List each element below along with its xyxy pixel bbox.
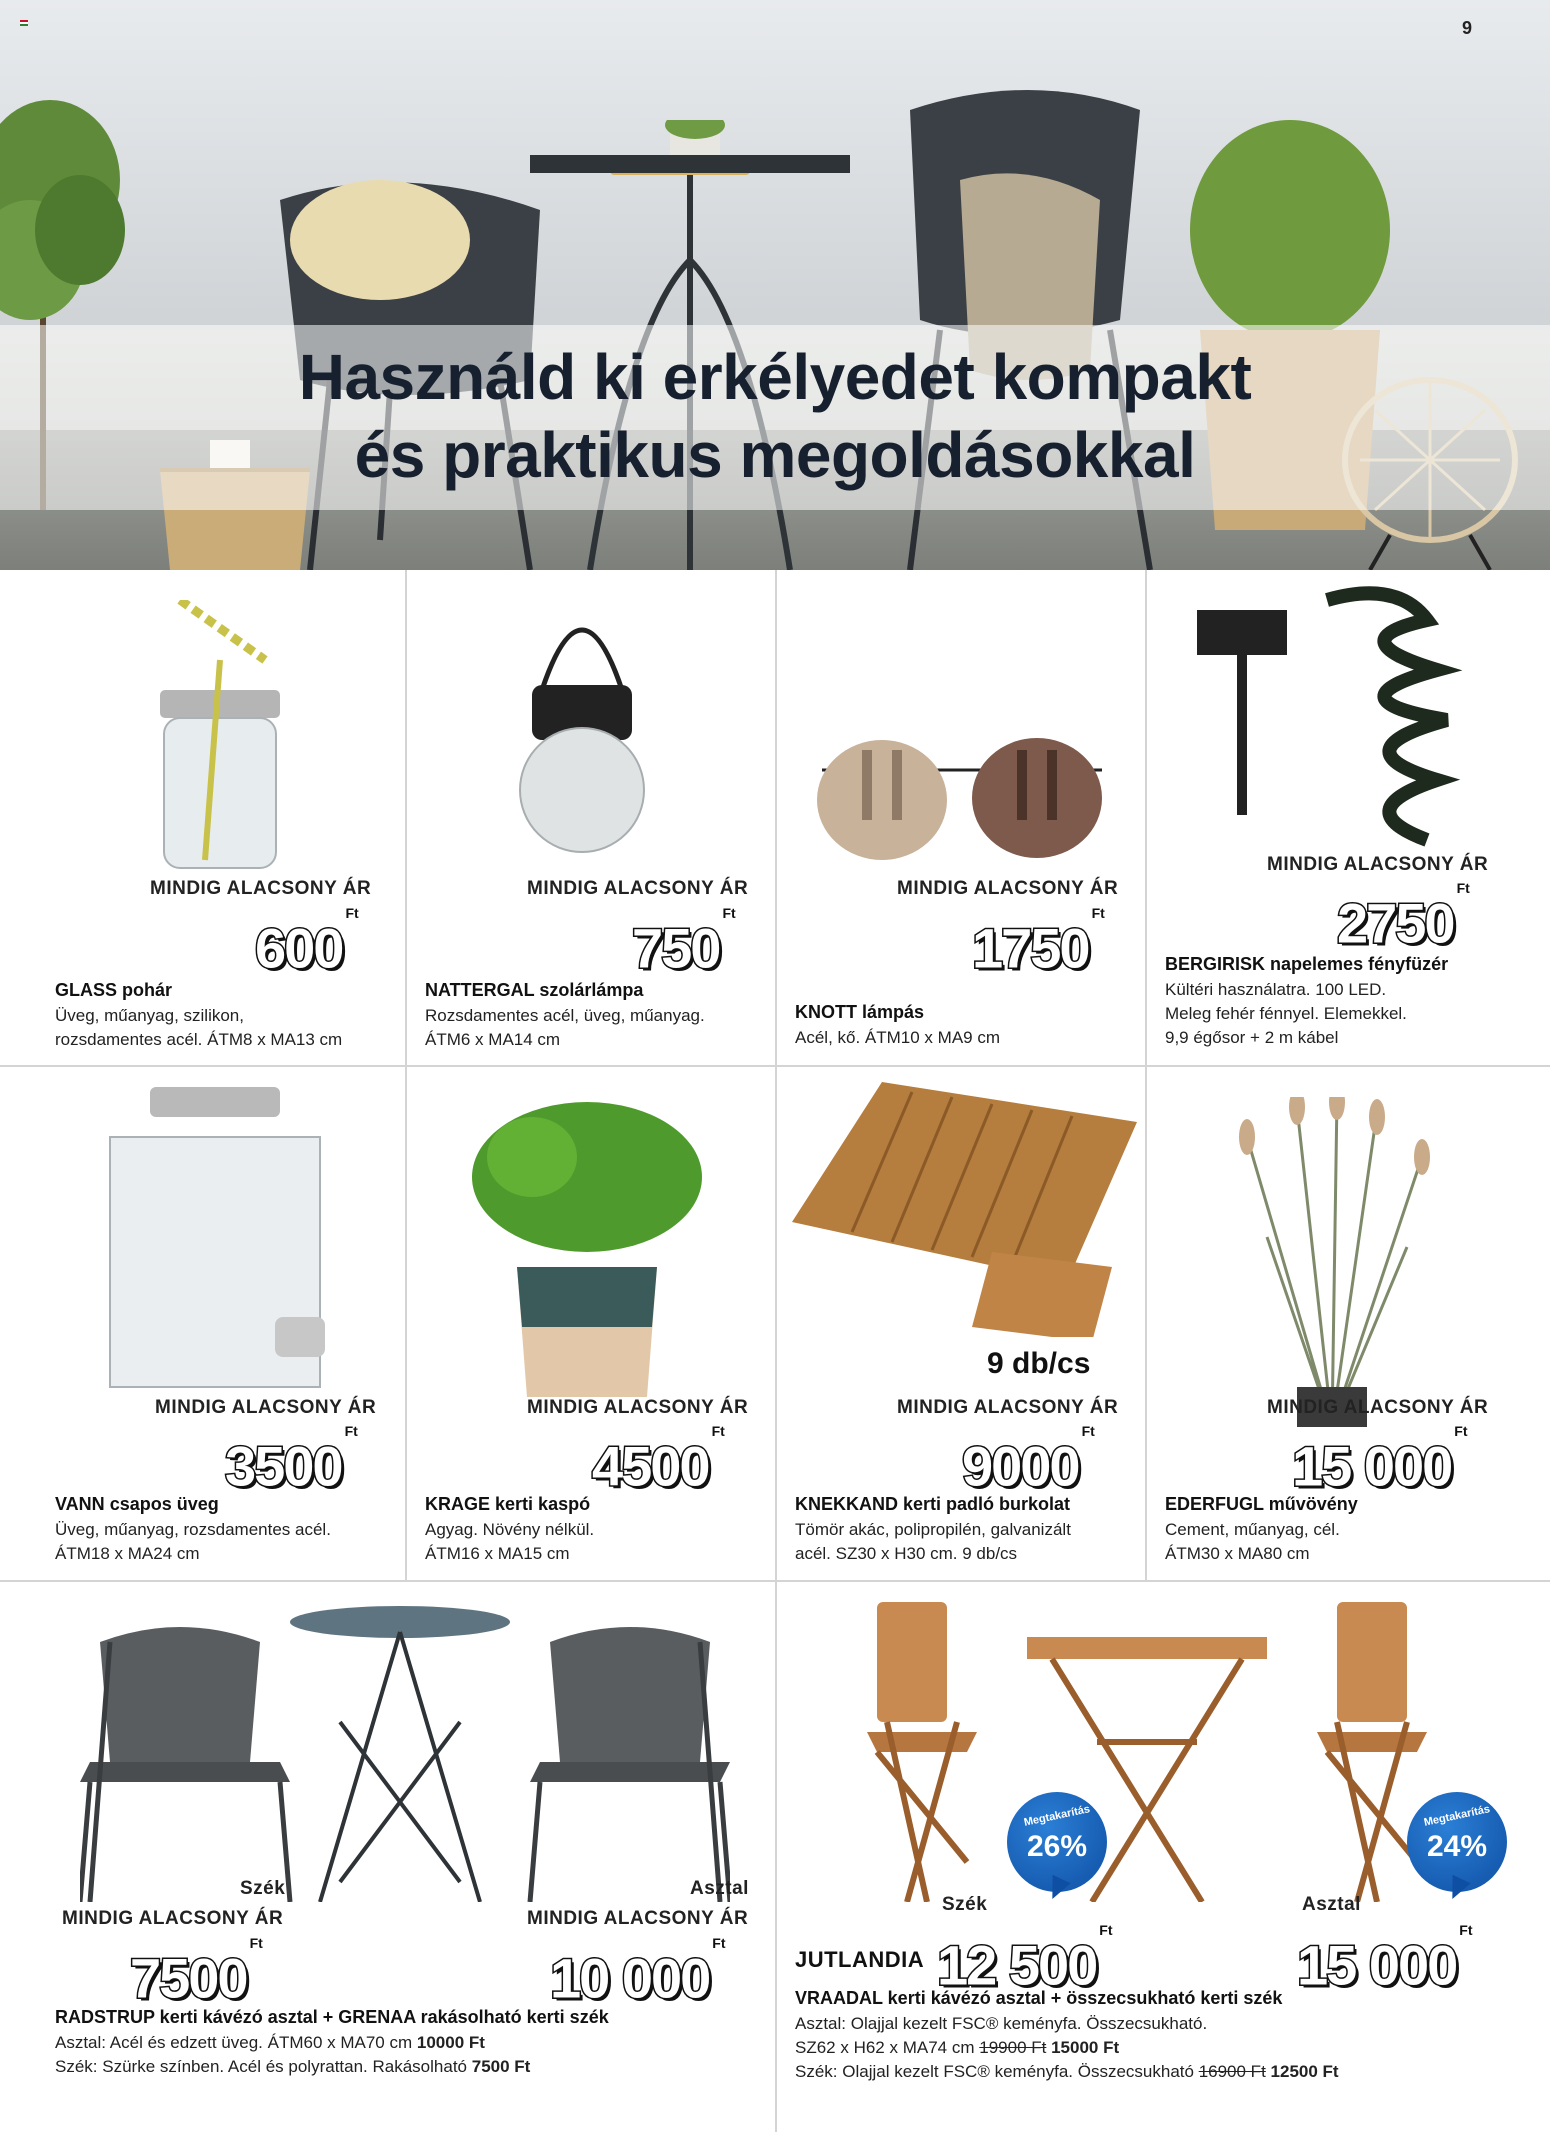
product-card-bergirisk[interactable]	[1147, 570, 1550, 1065]
hero-banner	[0, 0, 1550, 570]
glass-jar-image	[150, 600, 310, 870]
product-card-vann[interactable]	[0, 1067, 405, 1580]
lantern-pair-image	[812, 710, 1112, 860]
price: $9000^{Ft}$	[962, 1423, 1095, 1498]
always-low-label: MINDIG ALACSONY ÁR	[897, 1397, 1119, 1418]
page-number: 9	[1461, 18, 1472, 38]
always-low-label: MINDIG ALACSONY ÁR	[527, 878, 749, 899]
bistro-set-grey-image	[80, 1602, 730, 1902]
chair-label: Szék	[240, 1878, 286, 1899]
product-name: BERGIRISK napelemes fényfüzér	[1165, 954, 1449, 974]
bistro-set-wood-image	[867, 1602, 1467, 1902]
product-card-radstrup[interactable]	[0, 1582, 775, 2132]
product-description: Agyag. Növény nélkül. ÁTM16 x MA15 cm	[425, 1520, 595, 1563]
product-name: GLASS pohár	[55, 980, 173, 1000]
chair-price: 12 $500^{Ft}$	[937, 1922, 1113, 1997]
savings-badge-table: Megtakarítás 24%	[1407, 1792, 1507, 1892]
flag-icon	[20, 20, 28, 26]
price: $1750^{Ft}$	[972, 905, 1105, 980]
price: $3500^{Ft}$	[225, 1423, 358, 1498]
price: $600^{Ft}$	[255, 905, 359, 980]
price: $2750^{Ft}$	[1337, 880, 1470, 955]
planter-image	[462, 1097, 722, 1397]
artificial-plant-image	[1227, 1097, 1437, 1427]
product-description: Asztal: Acél és edzett üveg. ÁTM60 x MA70 cm 10000 Ft Szék: Szürke színben. Acél és polyrattan. Rakásolható 7500 Ft	[55, 2033, 531, 2076]
product-description: Rozsdamentes acél, üveg, műanyag. ÁTM6 x MA14 cm	[425, 1006, 705, 1049]
product-card-knekkand[interactable]	[777, 1067, 1145, 1580]
product-description: Acél, kő. ÁTM10 x MA9 cm	[795, 1028, 1000, 1047]
product-name: VRAADAL kerti kávézó asztal + összecsukható kerti szék	[795, 1988, 1283, 2008]
product-name: NATTERGAL szolárlámpa	[425, 980, 644, 1000]
jutlandia-brand-logo: JUTLANDIA	[795, 1947, 925, 1972]
headline-line-2: és praktikus megoldásokkal	[354, 419, 1196, 491]
product-name: KRAGE kerti kaspó	[425, 1494, 591, 1514]
always-low-label: MINDIG ALACSONY ÁR	[527, 1908, 749, 1929]
product-card-ederfugl[interactable]	[1147, 1067, 1550, 1580]
price: 15 $000^{Ft}$	[1292, 1423, 1468, 1498]
deck-tiles-image	[792, 1082, 1137, 1337]
product-description: Üveg, műanyag, rozsdamentes acél. ÁTM18 x MA24 cm	[55, 1520, 331, 1563]
table-label: Asztal	[690, 1878, 749, 1899]
product-card-glass[interactable]	[0, 570, 405, 1065]
always-low-label: MINDIG ALACSONY ÁR	[62, 1908, 284, 1929]
savings-badge-chair: Megtakarítás 26%	[1007, 1792, 1107, 1892]
product-name: KNEKKAND kerti padló burkolat	[795, 1494, 1071, 1514]
table-label: Asztal	[1302, 1894, 1361, 1915]
product-name: KNOTT lámpás	[795, 1002, 925, 1022]
always-low-label: MINDIG ALACSONY ÁR	[150, 878, 372, 899]
table-price: 10 $000^{Ft}$	[550, 1935, 726, 2010]
table-price: 15 $000^{Ft}$	[1297, 1922, 1473, 1997]
always-low-label: MINDIG ALACSONY ÁR	[897, 878, 1119, 899]
price: $750^{Ft}$	[632, 905, 736, 980]
product-card-knott[interactable]	[777, 570, 1145, 1065]
always-low-label: MINDIG ALACSONY ÁR	[155, 1397, 377, 1418]
headline-line-1: Használd ki erkélyedet kompakt	[298, 341, 1252, 413]
chair-label: Szék	[942, 1894, 988, 1915]
product-card-krage[interactable]	[407, 1067, 775, 1580]
solar-lamp-image	[512, 590, 652, 870]
price: $4500^{Ft}$	[592, 1423, 725, 1498]
product-description: Asztal: Olajjal kezelt FSC® keményfa. Összecsukható. SZ62 x H62 x MA74 cm 19900 Ft 15000 Ft Szék: Olajjal kezelt FSC® keményfa. Összecsukható 16900 Ft 12500 Ft	[795, 2014, 1339, 2081]
product-card-nattergal[interactable]	[407, 570, 775, 1065]
product-description: Kültéri használatra. 100 LED. Meleg fehér fénnyel. Elemekkel. 9,9 égősor + 2 m kábel	[1165, 980, 1407, 1047]
dispenser-image	[90, 1087, 340, 1397]
product-name: VANN csapos üveg	[55, 1494, 219, 1514]
string-lights-image	[1197, 580, 1497, 850]
product-name: RADSTRUP kerti kávézó asztal + GRENAA rakásolható kerti szék	[55, 2007, 609, 2027]
always-low-label: MINDIG ALACSONY ÁR	[527, 1397, 749, 1418]
product-description: Cement, műanyag, cél. ÁTM30 x MA80 cm	[1165, 1520, 1340, 1563]
always-low-label: MINDIG ALACSONY ÁR	[1267, 854, 1489, 875]
page-headline	[0, 338, 1550, 494]
quantity-label: 9 db/cs	[987, 1347, 1091, 1380]
product-name: EDERFUGL művövény	[1165, 1494, 1358, 1514]
product-description: Tömör akác, polipropilén, galvanizált acél. SZ30 x H30 cm. 9 db/cs	[795, 1520, 1071, 1563]
product-description: Üveg, műanyag, szilikon, rozsdamentes acél. ÁTM8 x MA13 cm	[55, 1006, 343, 1049]
chair-price: $7500^{Ft}$	[130, 1935, 263, 2010]
product-card-vraadal[interactable]	[777, 1582, 1550, 2132]
always-low-label: MINDIG ALACSONY ÁR	[1267, 1397, 1489, 1418]
